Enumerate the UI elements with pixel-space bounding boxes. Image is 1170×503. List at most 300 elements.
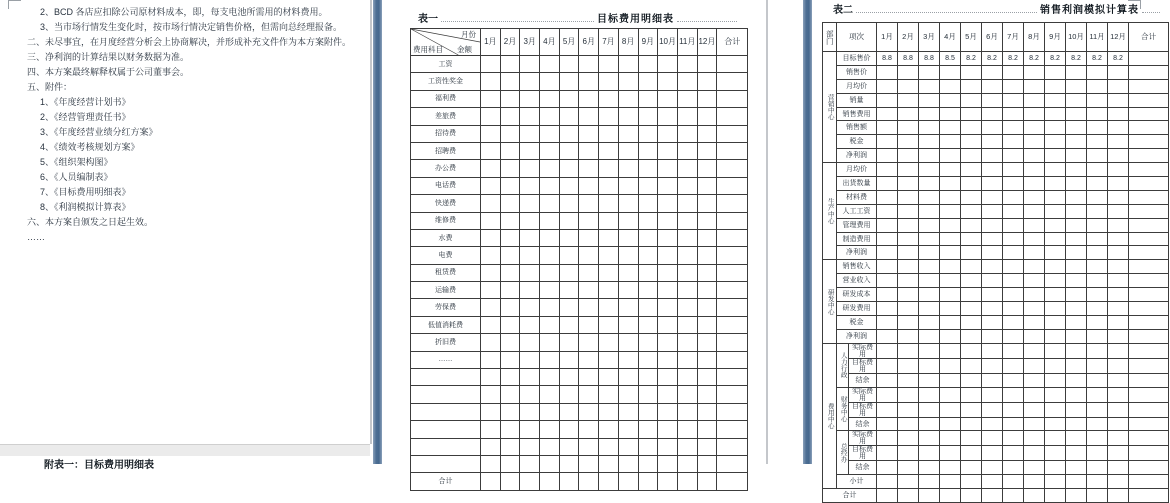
- value-cell: [697, 212, 717, 229]
- sim-label-cell: 净利润: [837, 246, 877, 260]
- value-cell: [559, 299, 579, 316]
- value-cell: [638, 386, 658, 403]
- value-cell: [559, 438, 579, 455]
- value-cell: [898, 93, 919, 107]
- value-cell: [677, 369, 697, 386]
- value-cell: [677, 334, 697, 351]
- diagonal-header-cell: [411, 29, 481, 56]
- value-cell: [717, 334, 748, 351]
- value-cell: [1045, 163, 1066, 177]
- value-cell: [961, 246, 982, 260]
- expense-label-cell: 低值消耗费: [411, 316, 481, 333]
- value-cell: [599, 455, 619, 472]
- next-page-heading: 附表一：目标费用明细表: [44, 460, 154, 471]
- value-cell: [481, 403, 501, 420]
- value-cell: [1045, 373, 1066, 387]
- value-cell: [1045, 218, 1066, 232]
- value-cell: [877, 149, 898, 163]
- value-cell: [520, 160, 540, 177]
- value-cell: [481, 282, 501, 299]
- value-cell: [658, 282, 678, 299]
- value-cell: [1045, 65, 1066, 79]
- value-cell: [717, 473, 748, 490]
- value-cell: [481, 73, 501, 90]
- value-cell: [982, 343, 1003, 358]
- sim-row: [823, 402, 1169, 417]
- value-cell: [919, 475, 940, 489]
- value-cell: [520, 473, 540, 490]
- value-cell: [1045, 489, 1066, 503]
- sim-row: [823, 329, 1169, 343]
- value-cell: [1129, 149, 1169, 163]
- value-cell: [677, 229, 697, 246]
- value-cell: [638, 160, 658, 177]
- value-cell: [961, 93, 982, 107]
- value-cell: [1045, 475, 1066, 489]
- value-cell: [677, 90, 697, 107]
- value-cell: [982, 431, 1003, 446]
- value-cell: [1003, 343, 1024, 358]
- corner-label-month: 月份: [461, 30, 476, 39]
- value-cell: [982, 260, 1003, 274]
- value-cell: [1066, 402, 1087, 417]
- value-cell: [540, 299, 560, 316]
- sim-label-cell: 目标费用: [849, 446, 877, 461]
- value-cell: [1003, 121, 1024, 135]
- value-cell: [697, 56, 717, 73]
- value-cell: [559, 56, 579, 73]
- month-header-cell: 6月: [579, 29, 599, 56]
- value-cell: [638, 299, 658, 316]
- value-cell: [1087, 107, 1108, 121]
- value-cell: [961, 149, 982, 163]
- sim-row: [823, 343, 1169, 358]
- value-cell: [579, 56, 599, 73]
- value-cell: [658, 403, 678, 420]
- expense-label-cell: ……: [411, 351, 481, 368]
- value-cell: [982, 79, 1003, 93]
- value-cell: [1087, 489, 1108, 503]
- value-cell: [898, 329, 919, 343]
- value-cell: [697, 369, 717, 386]
- value-cell: [618, 264, 638, 281]
- expense-row: [411, 73, 748, 90]
- value-cell: [919, 431, 940, 446]
- value-cell: [1108, 190, 1129, 204]
- value-cell: [1066, 373, 1087, 387]
- value-cell: [579, 282, 599, 299]
- value-cell: [697, 195, 717, 212]
- value-cell: [658, 90, 678, 107]
- value-cell: [940, 232, 961, 246]
- value-cell: [520, 195, 540, 212]
- value-cell: [559, 369, 579, 386]
- value-cell: [559, 282, 579, 299]
- value-cell: [658, 212, 678, 229]
- value-cell: [940, 489, 961, 503]
- value-cell: [1024, 135, 1045, 149]
- value-cell: [1087, 149, 1108, 163]
- value-cell: [1045, 204, 1066, 218]
- value-cell: [599, 229, 619, 246]
- value-cell: [940, 260, 961, 274]
- table2-caption-prefix: 表二: [833, 5, 853, 16]
- value-cell: [599, 403, 619, 420]
- value-cell: [1129, 79, 1169, 93]
- total-header-cell: 合计: [1129, 23, 1169, 52]
- value-cell: [1066, 417, 1087, 431]
- doc-line: 三、净利润的计算结果以财务数据为准。: [27, 52, 190, 62]
- grand-total-label-cell: 合计: [823, 489, 877, 503]
- value-cell: [540, 421, 560, 438]
- value-cell: [481, 316, 501, 333]
- value-cell: [1129, 107, 1169, 121]
- value-cell: [1066, 107, 1087, 121]
- sim-row: [823, 475, 1169, 489]
- value-cell: [898, 260, 919, 274]
- value-cell: [1087, 190, 1108, 204]
- value-cell: [961, 177, 982, 191]
- value-cell: [898, 246, 919, 260]
- value-cell: [919, 149, 940, 163]
- value-cell: [579, 108, 599, 125]
- value-cell: [898, 121, 919, 135]
- value-cell: [877, 204, 898, 218]
- expense-row: [411, 177, 748, 194]
- value-cell: [1129, 489, 1169, 503]
- value-cell: [940, 163, 961, 177]
- value-cell: [677, 403, 697, 420]
- value-cell: [982, 373, 1003, 387]
- value-cell: [697, 316, 717, 333]
- value-cell: [898, 79, 919, 93]
- value-cell: [1003, 446, 1024, 461]
- value-cell: [1003, 177, 1024, 191]
- value-cell: [658, 369, 678, 386]
- value-cell: [599, 386, 619, 403]
- value-cell: [919, 373, 940, 387]
- value-cell: [618, 316, 638, 333]
- value-cell: [1129, 93, 1169, 107]
- value-cell: [658, 316, 678, 333]
- value-cell: [559, 195, 579, 212]
- value-cell: [559, 351, 579, 368]
- value-cell: [1108, 302, 1129, 316]
- value-cell: [1003, 315, 1024, 329]
- value-cell: [540, 369, 560, 386]
- value-cell: 8.2: [1003, 52, 1024, 66]
- value-cell: [579, 299, 599, 316]
- value-cell: [1024, 232, 1045, 246]
- value-cell: [520, 421, 540, 438]
- value-cell: [579, 90, 599, 107]
- value-cell: [500, 334, 520, 351]
- value-cell: [1087, 417, 1108, 431]
- value-cell: [1108, 232, 1129, 246]
- value-cell: [919, 387, 940, 402]
- value-cell: [697, 247, 717, 264]
- value-cell: [618, 90, 638, 107]
- value-cell: [1024, 163, 1045, 177]
- table2-header-row: [823, 23, 1169, 52]
- value-cell: [500, 212, 520, 229]
- value-cell: [877, 489, 898, 503]
- value-cell: [540, 142, 560, 159]
- value-cell: [1108, 329, 1129, 343]
- value-cell: [1108, 121, 1129, 135]
- value-cell: [599, 282, 619, 299]
- value-cell: [717, 73, 748, 90]
- value-cell: [1066, 190, 1087, 204]
- value-cell: [898, 149, 919, 163]
- value-cell: [898, 461, 919, 475]
- sim-label-cell: 结余: [849, 417, 877, 431]
- value-cell: [677, 73, 697, 90]
- value-cell: [877, 177, 898, 191]
- value-cell: [540, 125, 560, 142]
- value-cell: [717, 177, 748, 194]
- value-cell: [559, 142, 579, 159]
- value-cell: [1108, 446, 1129, 461]
- month-header-cell: 8月: [1024, 23, 1045, 52]
- value-cell: [982, 135, 1003, 149]
- value-cell: [877, 260, 898, 274]
- value-cell: [638, 473, 658, 490]
- sim-label-cell: 结余: [849, 373, 877, 387]
- value-cell: [559, 229, 579, 246]
- value-cell: [1003, 93, 1024, 107]
- value-cell: [1129, 417, 1169, 431]
- value-cell: [982, 163, 1003, 177]
- month-header-cell: 8月: [618, 29, 638, 56]
- month-header-cell: 3月: [520, 29, 540, 56]
- month-header-cell: 11月: [1087, 23, 1108, 52]
- value-cell: [1108, 204, 1129, 218]
- value-cell: [898, 373, 919, 387]
- value-cell: [697, 142, 717, 159]
- value-cell: [697, 455, 717, 472]
- value-cell: [898, 190, 919, 204]
- value-cell: [940, 302, 961, 316]
- value-cell: [1003, 461, 1024, 475]
- expense-label-cell: 水费: [411, 229, 481, 246]
- value-cell: [559, 334, 579, 351]
- value-cell: [877, 93, 898, 107]
- value-cell: [618, 212, 638, 229]
- value-cell: [540, 160, 560, 177]
- value-cell: [982, 274, 1003, 288]
- value-cell: [1129, 431, 1169, 446]
- value-cell: [1024, 274, 1045, 288]
- value-cell: [1066, 387, 1087, 402]
- sim-row: [823, 446, 1169, 461]
- value-cell: [898, 402, 919, 417]
- value-cell: [638, 142, 658, 159]
- sim-label-cell: 研发成本: [837, 288, 877, 302]
- sim-row: [823, 190, 1169, 204]
- page-left[interactable]: [0, 0, 372, 444]
- value-cell: [599, 56, 619, 73]
- value-cell: [1129, 190, 1169, 204]
- value-cell: [1066, 204, 1087, 218]
- value-cell: [982, 93, 1003, 107]
- value-cell: [1024, 302, 1045, 316]
- value-cell: [481, 351, 501, 368]
- value-cell: [1108, 288, 1129, 302]
- value-cell: [940, 431, 961, 446]
- value-cell: [940, 107, 961, 121]
- value-cell: [500, 282, 520, 299]
- value-cell: [877, 329, 898, 343]
- value-cell: [579, 455, 599, 472]
- value-cell: [520, 386, 540, 403]
- value-cell: [579, 316, 599, 333]
- expense-row: [411, 316, 748, 333]
- value-cell: [717, 108, 748, 125]
- value-cell: [481, 421, 501, 438]
- doc-line: 8、《利润模拟计算表》: [40, 202, 131, 212]
- value-cell: [520, 334, 540, 351]
- value-cell: [982, 329, 1003, 343]
- value-cell: [877, 343, 898, 358]
- value-cell: [1003, 190, 1024, 204]
- value-cell: [1087, 218, 1108, 232]
- subdept-cell: 总经办: [837, 431, 849, 475]
- value-cell: [677, 160, 697, 177]
- value-cell: [1066, 135, 1087, 149]
- value-cell: [717, 351, 748, 368]
- value-cell: [697, 386, 717, 403]
- value-cell: [658, 264, 678, 281]
- value-cell: [877, 387, 898, 402]
- value-cell: [697, 90, 717, 107]
- value-cell: [898, 65, 919, 79]
- grand-total-row: [823, 489, 1169, 503]
- value-cell: [520, 316, 540, 333]
- value-cell: [1003, 79, 1024, 93]
- value-cell: [1108, 387, 1129, 402]
- value-cell: [481, 473, 501, 490]
- dept-group-cell: 生产中心: [823, 163, 837, 260]
- value-cell: [618, 125, 638, 142]
- value-cell: [961, 446, 982, 461]
- value-cell: [658, 229, 678, 246]
- value-cell: [1045, 79, 1066, 93]
- sim-row: [823, 121, 1169, 135]
- value-cell: [877, 402, 898, 417]
- expense-row: [411, 421, 748, 438]
- value-cell: [1003, 149, 1024, 163]
- value-cell: [658, 473, 678, 490]
- profit-simulation-table: [822, 22, 1169, 503]
- value-cell: [1129, 204, 1169, 218]
- value-cell: [677, 212, 697, 229]
- value-cell: [940, 177, 961, 191]
- value-cell: [481, 299, 501, 316]
- value-cell: [520, 299, 540, 316]
- value-cell: 8.2: [982, 52, 1003, 66]
- value-cell: [540, 195, 560, 212]
- value-cell: [481, 229, 501, 246]
- value-cell: [1108, 107, 1129, 121]
- value-cell: [940, 329, 961, 343]
- value-cell: [1024, 121, 1045, 135]
- value-cell: [1129, 288, 1169, 302]
- value-cell: [559, 160, 579, 177]
- value-cell: [1003, 431, 1024, 446]
- value-cell: [559, 403, 579, 420]
- value-cell: [1024, 93, 1045, 107]
- value-cell: [638, 229, 658, 246]
- value-cell: [599, 160, 619, 177]
- value-cell: [618, 247, 638, 264]
- value-cell: [677, 142, 697, 159]
- value-cell: [520, 90, 540, 107]
- value-cell: [1024, 204, 1045, 218]
- value-cell: [658, 351, 678, 368]
- sim-row: [823, 274, 1169, 288]
- value-cell: [599, 125, 619, 142]
- value-cell: [1066, 315, 1087, 329]
- value-cell: [1045, 246, 1066, 260]
- value-cell: [500, 403, 520, 420]
- value-cell: [599, 369, 619, 386]
- value-cell: [1045, 232, 1066, 246]
- doc-line: 4、《绩效考核规划方案》: [40, 142, 140, 152]
- value-cell: [579, 264, 599, 281]
- value-cell: [1024, 402, 1045, 417]
- value-cell: [1087, 93, 1108, 107]
- value-cell: [1024, 65, 1045, 79]
- value-cell: [599, 247, 619, 264]
- value-cell: [1066, 302, 1087, 316]
- value-cell: [1003, 402, 1024, 417]
- value-cell: [717, 282, 748, 299]
- value-cell: [677, 108, 697, 125]
- value-cell: [982, 475, 1003, 489]
- value-cell: [1066, 431, 1087, 446]
- expense-row: [411, 473, 748, 490]
- doc-line: 1、《年度经营计划书》: [40, 97, 131, 107]
- value-cell: [500, 160, 520, 177]
- value-cell: [579, 247, 599, 264]
- value-cell: [677, 386, 697, 403]
- expense-label-cell: [411, 421, 481, 438]
- sim-label-cell: 结余: [849, 461, 877, 475]
- expense-label-cell: 劳保费: [411, 299, 481, 316]
- sim-row: [823, 177, 1169, 191]
- value-cell: [1003, 246, 1024, 260]
- value-cell: [877, 315, 898, 329]
- value-cell: [1129, 232, 1169, 246]
- sim-row: [823, 107, 1169, 121]
- sim-row: [823, 232, 1169, 246]
- value-cell: [559, 108, 579, 125]
- value-cell: [1129, 163, 1169, 177]
- value-cell: [1129, 52, 1169, 66]
- value-cell: [658, 247, 678, 264]
- value-cell: [1045, 93, 1066, 107]
- value-cell: [982, 461, 1003, 475]
- value-cell: 8.8: [919, 52, 940, 66]
- sim-row: [823, 417, 1169, 431]
- value-cell: [579, 403, 599, 420]
- value-cell: [1066, 232, 1087, 246]
- value-cell: [697, 177, 717, 194]
- value-cell: [658, 142, 678, 159]
- value-cell: [1003, 232, 1024, 246]
- value-cell: [1066, 149, 1087, 163]
